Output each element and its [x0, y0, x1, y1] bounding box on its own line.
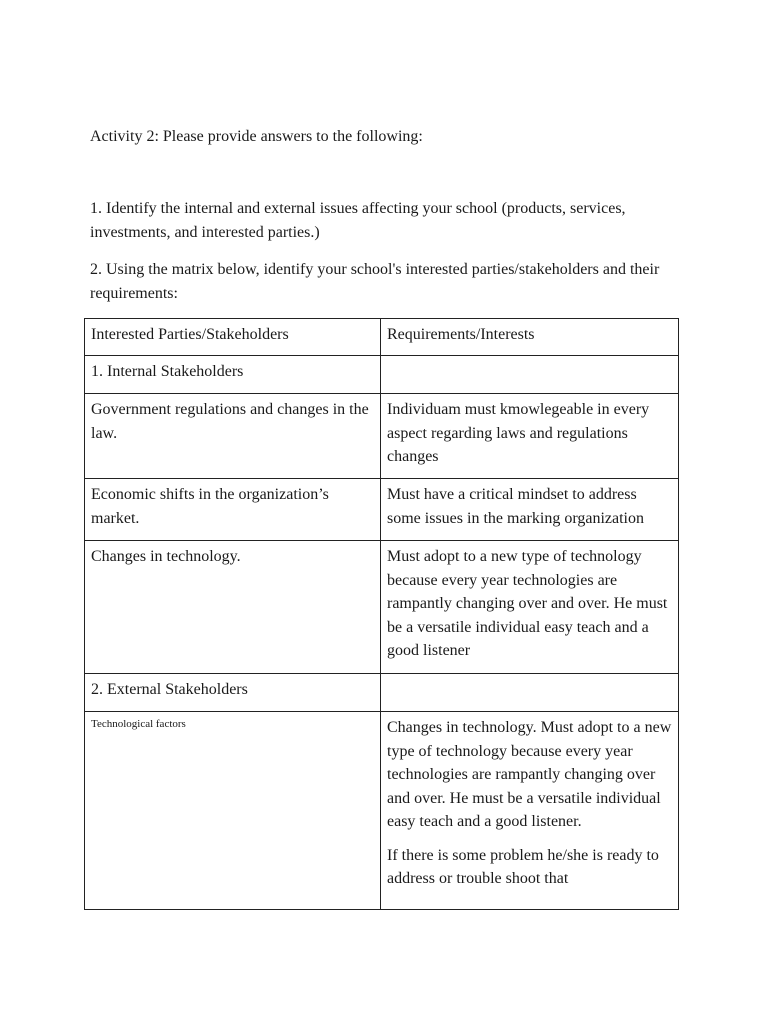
- section-row-external: [85, 674, 679, 712]
- empty-cell: [381, 356, 679, 394]
- requirement-cell: Must have a critical mindset to address some issues in the marking organization: [381, 479, 679, 541]
- requirement-cell: Must adopt to a new type of technology because every year technologies are rampantly changing over and over. He must be a versatile individual easy teach and a good listener: [381, 541, 679, 674]
- requirement-cell: [381, 712, 679, 910]
- requirement-paragraph-2: If there is some problem he/she is ready to address or trouble shoot that: [387, 846, 659, 887]
- party-cell: Changes in technology.: [85, 541, 381, 674]
- requirement-paragraph-1: Changes in technology. Must adopt to a new type of technology because every year technologies are rampantly changing over and over. He must be a versatile individual easy teach and a good listener.: [387, 719, 672, 830]
- instruction-item-1: 1. Identify the internal and external issues affecting your school (products, services, investments, and interested parties.): [90, 200, 626, 241]
- activity-heading: Activity 2: Please provide answers to the following:: [90, 128, 423, 145]
- section-label-external: 2. External Stakeholders: [85, 674, 381, 712]
- requirement-cell: Individuam must kmowlegeable in every aspect regarding laws and regulations changes: [381, 394, 679, 479]
- party-cell: Economic shifts in the organization’s market.: [85, 479, 381, 541]
- empty-cell: [381, 674, 679, 712]
- column-header-parties: Interested Parties/Stakeholders: [85, 319, 381, 356]
- instruction-item-2: 2. Using the matrix below, identify your school's interested parties/stakeholders and their requirements:: [90, 261, 660, 302]
- table-row: [85, 479, 679, 541]
- column-header-requirements: Requirements/Interests: [381, 319, 679, 356]
- party-cell: Government regulations and changes in the law.: [85, 394, 381, 479]
- party-cell-small-text: Technological factors: [91, 718, 186, 730]
- section-row-internal: [85, 356, 679, 394]
- party-cell: [85, 712, 381, 910]
- table-row: [85, 394, 679, 479]
- table-row: [85, 712, 679, 910]
- table-header-row: [85, 319, 679, 356]
- table-row: [85, 541, 679, 674]
- stakeholder-matrix-table: [84, 318, 679, 910]
- section-label-internal: 1. Internal Stakeholders: [85, 356, 381, 394]
